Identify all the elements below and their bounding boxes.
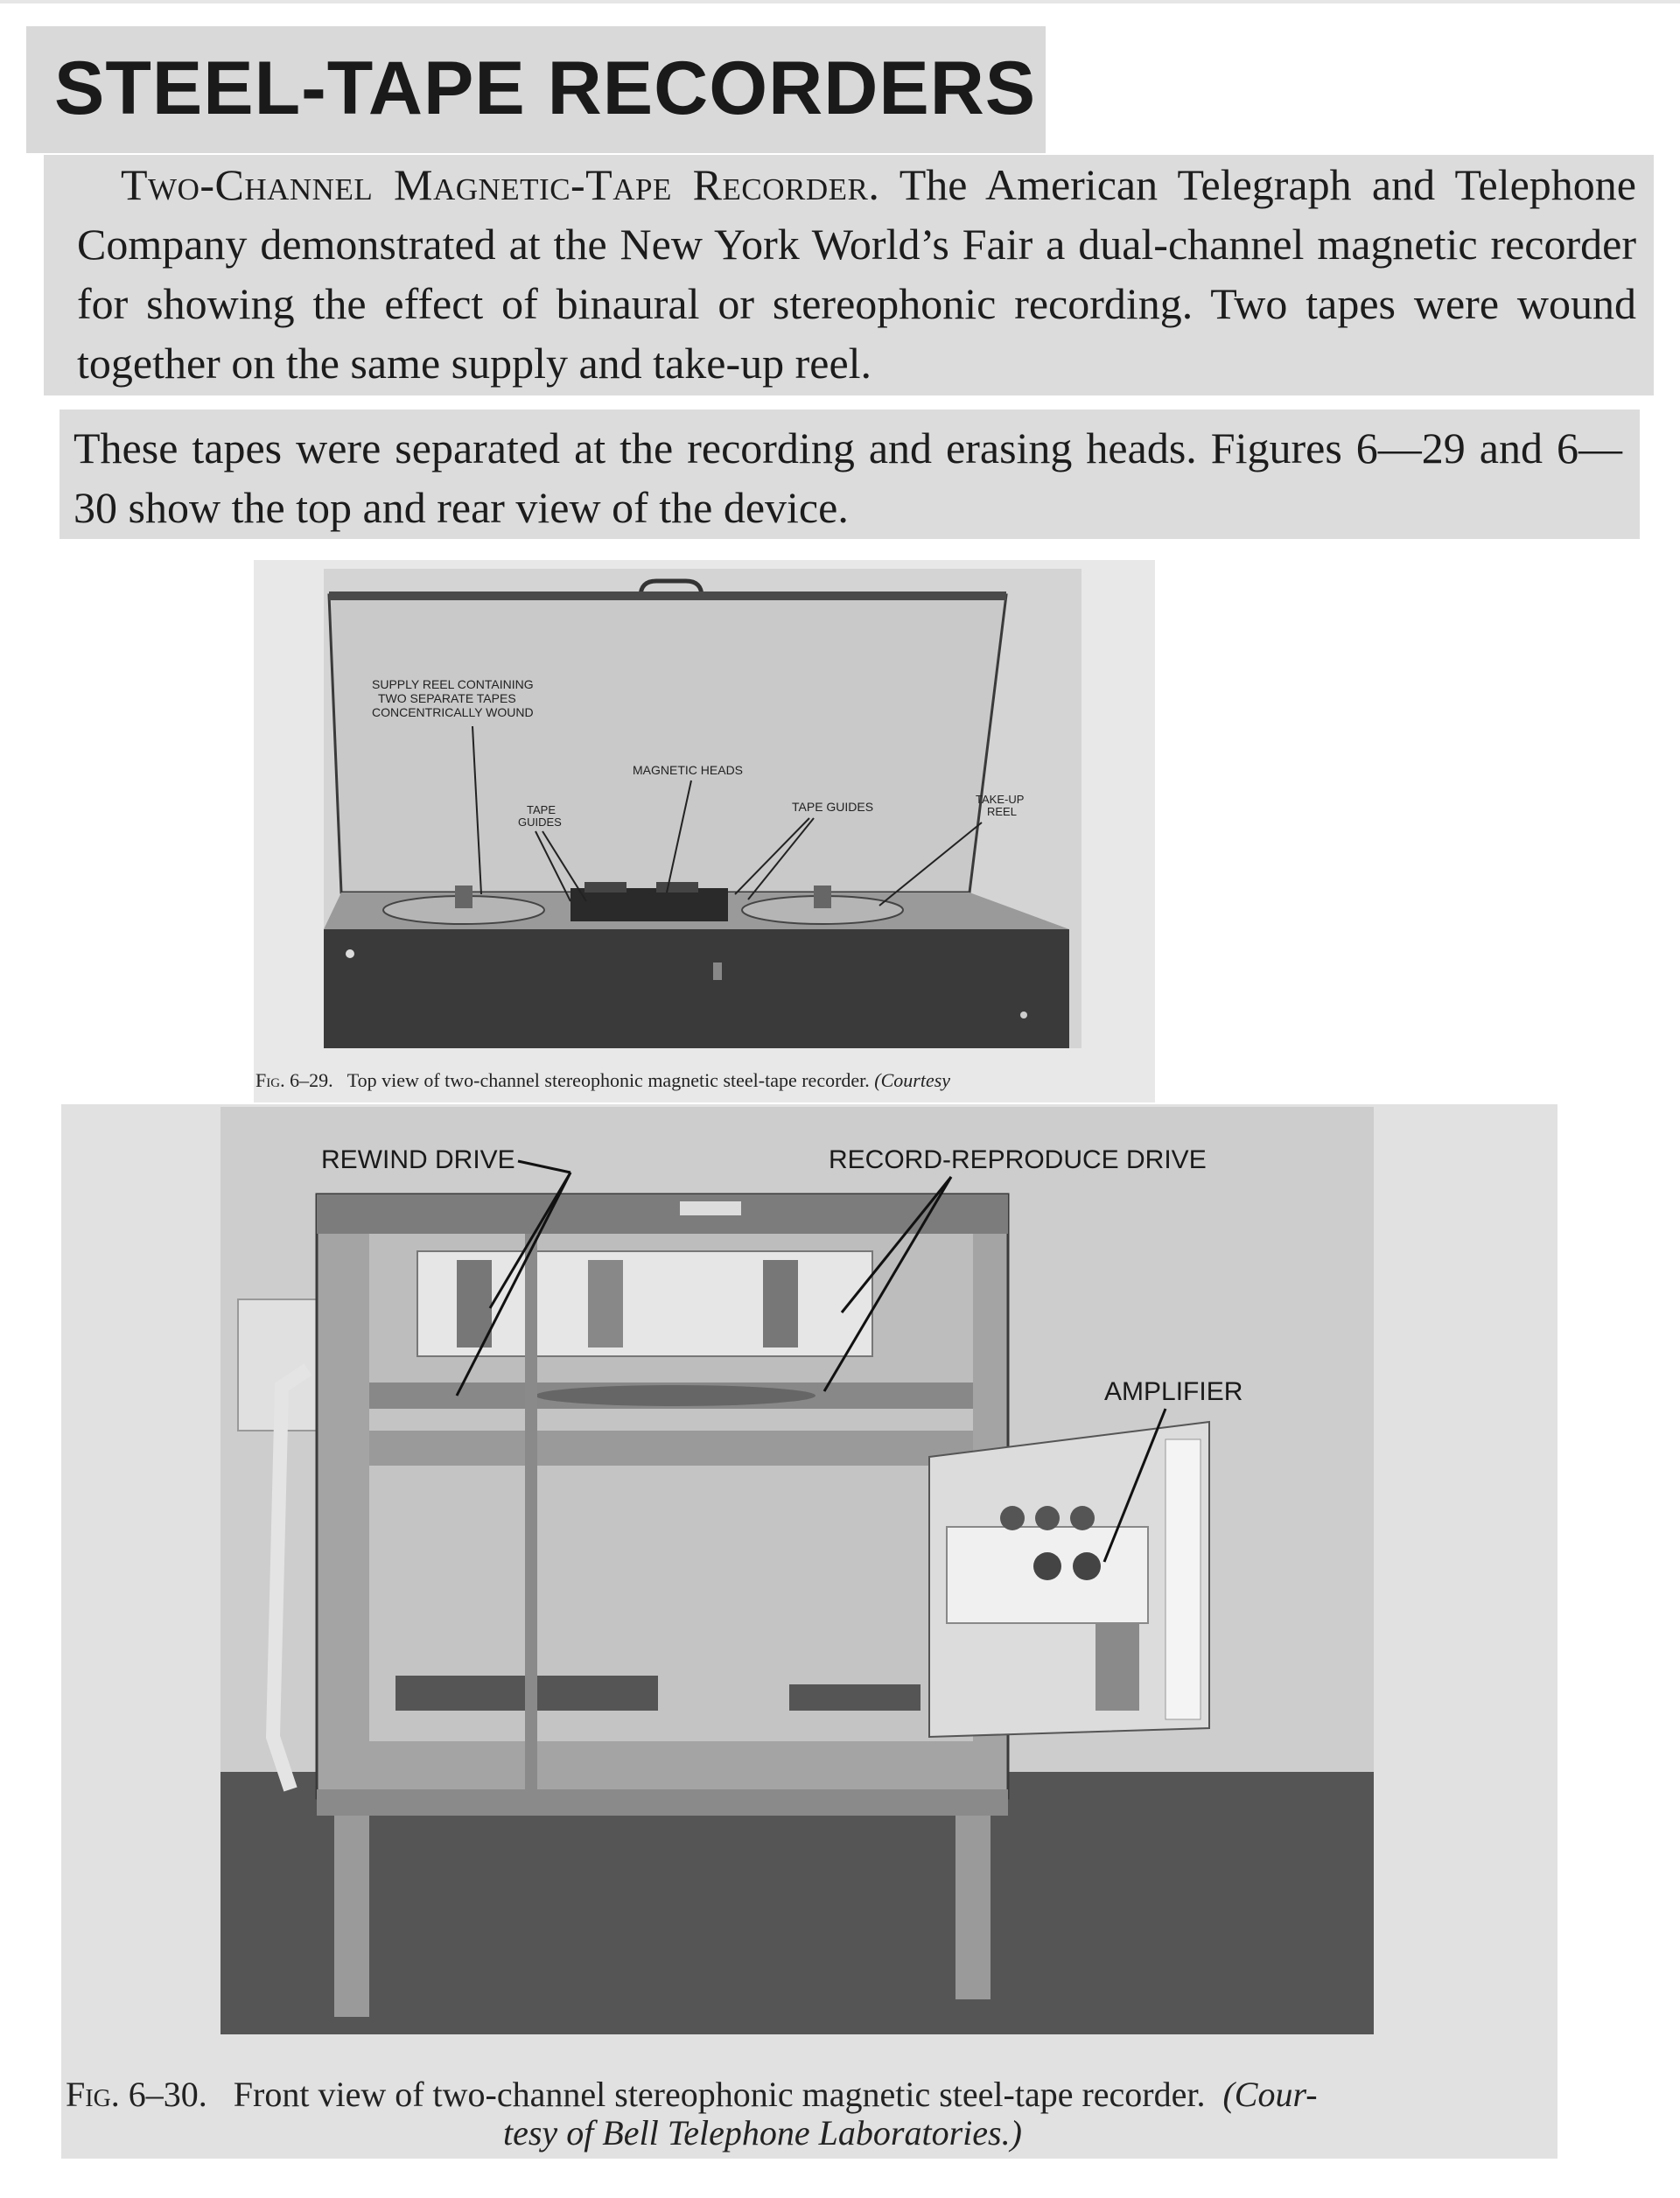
figure-1-courtesy: (Courtesy xyxy=(874,1069,951,1091)
paragraph-1-heading: Two-Channel Magnetic-Tape Recorder. xyxy=(121,160,880,209)
label-tape-guides-left-line-1: TAPE xyxy=(527,803,556,816)
figure-2-photo xyxy=(220,1107,1374,2034)
paragraph-2: These tapes were separated at the recording and erasing heads. Figures 6—29 and 6—30 show the top and rear view of the device. xyxy=(74,424,1622,532)
figure-2-caption-text: Front view of two-channel stereophonic magnetic steel-tape recorder. xyxy=(233,2075,1206,2114)
top-view-recorder-illustration xyxy=(324,569,1082,1048)
label-supply-reel-line-1: SUPPLY REEL CONTAINING xyxy=(372,677,534,691)
figure-1-photo xyxy=(324,569,1082,1048)
paragraph-1 xyxy=(77,155,1636,393)
front-view-recorder-illustration xyxy=(220,1107,1374,2034)
figure-1-caption xyxy=(256,1069,1166,1092)
label-take-up-reel-line-2: REEL xyxy=(987,805,1017,818)
figure-2-caption-line-1 xyxy=(66,2076,1318,2114)
paragraph-1-block xyxy=(44,155,1654,396)
figure-2-number: Fig. 6–30. xyxy=(66,2075,207,2114)
figure-2-courtesy-line-2: tesy of Bell Telephone Laboratories.) xyxy=(503,2113,1022,2152)
label-magnetic-heads: MAGNETIC HEADS xyxy=(633,763,744,777)
figure-2-courtesy-line-1: (Cour- xyxy=(1222,2075,1318,2114)
label-record-reproduce-drive: RECORD-REPRODUCE DRIVE xyxy=(829,1145,1207,1174)
label-supply-reel-line-3: CONCENTRICALLY WOUND xyxy=(372,705,534,719)
label-tape-guides-right: TAPE GUIDES xyxy=(792,800,874,814)
label-amplifier: AMPLIFIER xyxy=(1104,1377,1243,1406)
figure-1-caption-text: Top view of two-channel stereophonic magnetic steel-tape recorder. xyxy=(346,1069,870,1091)
paragraph-1-body: The American Telegraph and Telephone Company demonstrated at the New York World’s Fair a dual-channel magnetic recorder for showing the effect of binaural or stereophonic recording. Two tapes were wound together on the same supply and take-up reel. xyxy=(77,160,1636,388)
label-supply-reel-line-2: TWO SEPARATE TAPES xyxy=(378,691,516,705)
page-title: STEEL-TAPE RECORDERS xyxy=(54,46,1037,130)
figure-1-number: Fig. 6–29. xyxy=(256,1069,333,1091)
label-tape-guides-left-line-2: GUIDES xyxy=(518,816,562,829)
paragraph-2-block xyxy=(60,410,1640,539)
label-rewind-drive: REWIND DRIVE xyxy=(321,1145,515,1174)
label-take-up-reel-line-1: TAKE-UP xyxy=(976,793,1025,806)
page-top-rule xyxy=(0,0,1680,4)
